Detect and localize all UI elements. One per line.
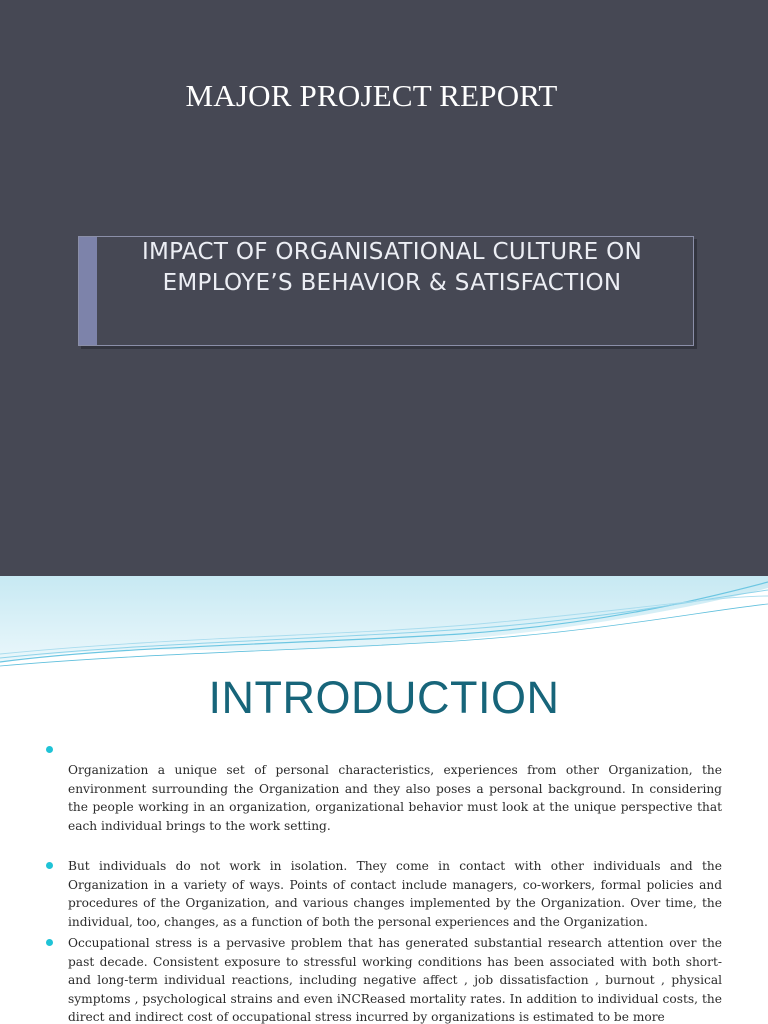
report-title: MAJOR PROJECT REPORT [185, 78, 558, 113]
subtitle-line-2: EMPLOYE’S BEHAVIOR & SATISFACTION [162, 270, 622, 296]
subtitle-line-1: IMPACT OF ORGANISATIONAL CULTURE ON [141, 239, 643, 265]
introduction-slide [0, 576, 768, 1024]
bullet-list [46, 740, 722, 1024]
wave-fill [0, 576, 768, 662]
bullet-paragraph-2: Occupational stress is a pervasive problem that has generated substantial research attention over the past decade. Consistent exposure to stressful working conditions has been associated with both short-and long-term individual reactions, including negative affect , job dissatisfaction , burnout , physical symptoms , psychological strains and even iNCReased mortality rates. In addition to individual costs, the direct and indirect cost of occupational stress incurred by organizations is estimated to be more [68, 936, 722, 1024]
list-item [46, 934, 722, 1024]
list-item [46, 740, 722, 759]
bullet-dot-icon [46, 746, 53, 753]
introduction-heading: INTRODUCTION [208, 672, 560, 723]
bullet-paragraph-1: But individuals do not work in isolation. They come in contact with other individuals and the Organization in a variety of ways. Points of contact include managers, co-workers, formal policies and procedures of the Organization, and various changes implemented by the Organization. Over time, the individual, too, changes, as a function of both the personal experiences and the Organization. [68, 859, 722, 929]
intro-paragraph: Organization a unique set of personal characteristics, experiences from other Organization, the environment surrounding the Organization and they also poses a personal background. In considering the people working in an organization, organizational behavior must look at the unique perspective that each individual brings to the work setting. [68, 763, 722, 833]
list-item [46, 761, 722, 835]
subtitle-accent-bar [79, 237, 97, 345]
list-item [46, 857, 722, 931]
bullet-dot-icon [46, 939, 53, 946]
subtitle-box [78, 236, 694, 346]
decorative-waves [0, 576, 768, 676]
subtitle-text [101, 237, 683, 299]
bullet-dot-icon [46, 862, 53, 869]
